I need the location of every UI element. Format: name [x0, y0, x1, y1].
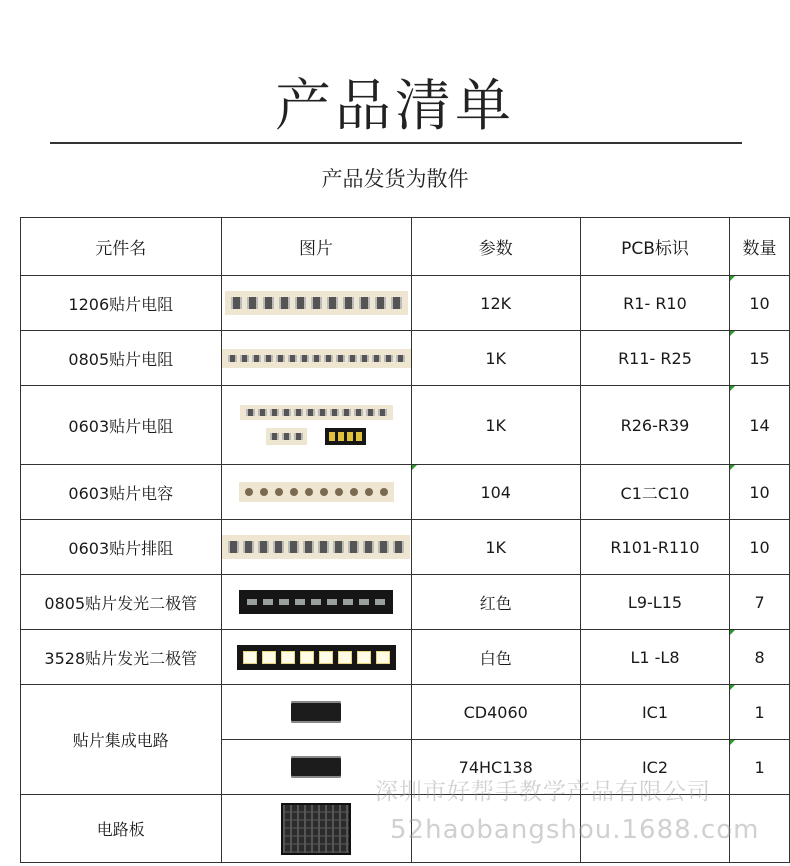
component-pcb-label: [580, 795, 729, 863]
component-pcb-label: R26-R39: [580, 386, 729, 465]
component-quantity: 15: [730, 331, 790, 386]
component-quantity: [730, 795, 790, 863]
table-header-row: [21, 218, 790, 276]
component-pcb-label: R1- R10: [580, 276, 729, 331]
component-quantity: 10: [730, 465, 790, 520]
resistor-1206-image: [221, 276, 411, 331]
watermark-company: 深圳市好帮手教学产品有限公司: [375, 779, 711, 805]
component-quantity: 1: [730, 740, 790, 795]
component-name: 0603贴片排阻: [21, 520, 222, 575]
component-quantity: 7: [730, 575, 790, 630]
table-row: [21, 795, 790, 863]
table-row: [21, 685, 790, 740]
resistor-array-image: [221, 520, 411, 575]
capacitor-0603-image: [221, 465, 411, 520]
component-parameter: 1K: [411, 520, 580, 575]
ic-chip-image: [221, 740, 411, 795]
component-parameter: 104: [411, 465, 580, 520]
component-name: 0805贴片发光二极管: [21, 575, 222, 630]
page-title: 产品清单: [275, 74, 515, 139]
title-divider: [50, 142, 742, 144]
component-quantity: 10: [730, 520, 790, 575]
component-pcb-label: C1二C10: [580, 465, 729, 520]
pcb-board-image: [221, 795, 411, 863]
resistor-0805-image: [221, 331, 411, 386]
component-pcb-label: IC1: [580, 685, 729, 740]
table-row: [21, 386, 790, 465]
component-name: 0603贴片电阻: [21, 386, 222, 465]
header-component-name: 元件名: [21, 218, 222, 276]
table-row: [21, 276, 790, 331]
product-list-table: [20, 217, 790, 863]
table-row: [21, 520, 790, 575]
component-quantity: 14: [730, 386, 790, 465]
header-parameter: 参数: [411, 218, 580, 276]
led-0805-image: [221, 575, 411, 630]
component-parameter: 12K: [411, 276, 580, 331]
table-row: [21, 331, 790, 386]
component-parameter: 白色: [411, 630, 580, 685]
component-name: 1206贴片电阻: [21, 276, 222, 331]
component-name: 0805贴片电阻: [21, 331, 222, 386]
component-quantity: 8: [730, 630, 790, 685]
header-image: 图片: [221, 218, 411, 276]
component-parameter: 红色: [411, 575, 580, 630]
component-parameter: 74HC138: [411, 740, 580, 795]
component-name: 贴片集成电路: [21, 685, 222, 795]
component-quantity: 1: [730, 685, 790, 740]
component-parameter: CD4060: [411, 685, 580, 740]
ic-chip-image: [221, 685, 411, 740]
header-quantity: 数量: [730, 218, 790, 276]
component-parameter: 1K: [411, 331, 580, 386]
watermark-url: 52haobangshou.1688.com: [390, 815, 760, 845]
component-pcb-label: L9-L15: [580, 575, 729, 630]
component-pcb-label: IC2: [580, 740, 729, 795]
component-pcb-label: R101-R110: [580, 520, 729, 575]
component-name: 电路板: [21, 795, 222, 863]
table-row: [21, 630, 790, 685]
header-pcb-label: PCB标识: [580, 218, 729, 276]
resistor-0603-image: [221, 386, 411, 465]
component-pcb-label: L1 -L8: [580, 630, 729, 685]
component-parameter: [411, 795, 580, 863]
component-quantity: 10: [730, 276, 790, 331]
page-subtitle: 产品发货为散件: [321, 167, 469, 191]
component-parameter: 1K: [411, 386, 580, 465]
component-name: 0603贴片电容: [21, 465, 222, 520]
table-row: [21, 465, 790, 520]
component-name: 3528贴片发光二极管: [21, 630, 222, 685]
led-3528-image: [221, 630, 411, 685]
component-pcb-label: R11- R25: [580, 331, 729, 386]
table-row: [21, 575, 790, 630]
